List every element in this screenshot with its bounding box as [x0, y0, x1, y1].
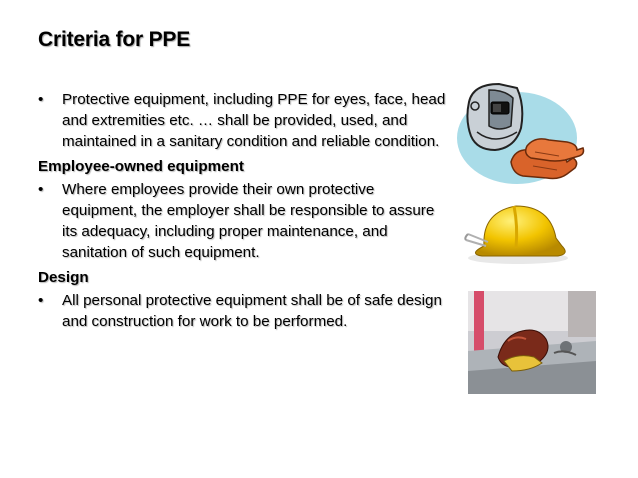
welding-helmet-icon — [455, 76, 587, 192]
slide-title: Criteria for PPE — [38, 28, 191, 51]
slide-content — [38, 89, 448, 332]
bullet-item — [38, 290, 448, 332]
gloves-photo-icon — [468, 291, 596, 394]
bullet-glyph: • — [38, 292, 44, 309]
bullet-text: Where employees provide their own protective equipment, the employer shall be responsible to assure its adequacy, including proper maintenance, and sanitation of such equipment. — [62, 181, 435, 261]
bullet-glyph: • — [38, 181, 44, 198]
bullet-text: All personal protective equipment shall be of safe design and construction for work to be performed. — [62, 292, 442, 330]
section-heading-design: Design — [38, 269, 89, 286]
bullet-text: Protective equipment, including PPE for eyes, face, head and extremities etc. … shall be provided, used, and maintained in a sanitary condition and reliable condition. — [62, 91, 446, 150]
bullet-item — [38, 89, 448, 152]
hard-hat-icon — [462, 198, 574, 268]
section-heading-employee-owned: Employee-owned equipment — [38, 158, 244, 175]
bullet-item — [38, 179, 448, 263]
bullet-glyph: • — [38, 91, 44, 108]
